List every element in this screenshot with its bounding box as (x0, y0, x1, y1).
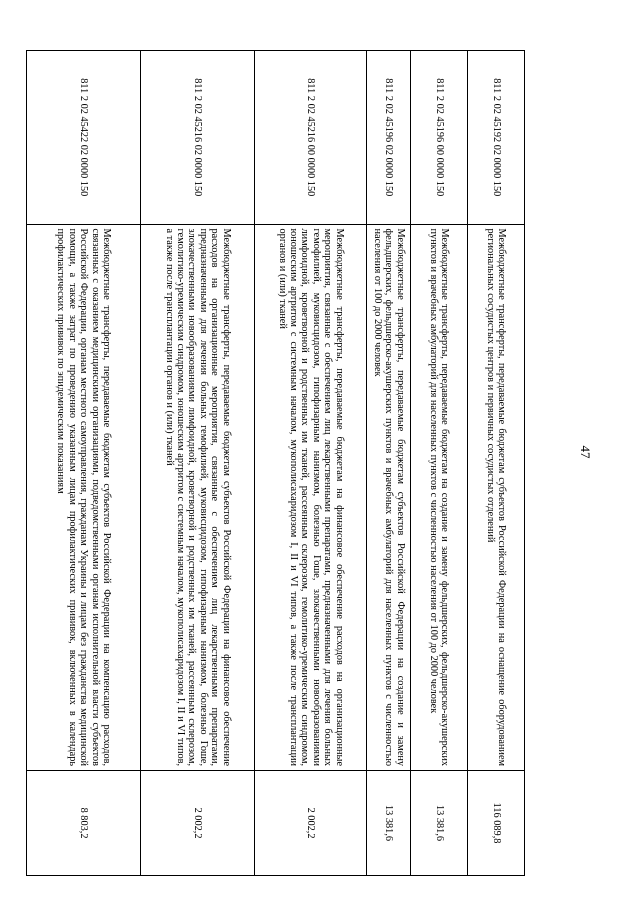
budget-amount: 116 089,8 (468, 771, 525, 876)
budget-amount: 2 002,2 (255, 771, 367, 876)
budget-amount: 13 381,6 (411, 771, 468, 876)
page-number: 47 (578, 445, 593, 459)
table-row (468, 51, 525, 876)
budget-description: Межбюджетные трансферты, передаваемые бюджетам на создание и замену фельдшерских, фельдшерско-акушерских пунктов и врачебных амбулаторий для населенных пунктов с численностью населения от 100 до 2000 человек (411, 224, 468, 771)
table-row (411, 51, 468, 876)
budget-table (26, 50, 525, 876)
table-row (27, 51, 141, 876)
budget-amount: 8 803,2 (27, 771, 141, 876)
budget-code: 811 2 02 45196 02 0000 150 (367, 51, 411, 225)
budget-amount: 2 002,2 (141, 771, 255, 876)
budget-description: Межбюджетные трансферты, передаваемые бюджетам на финансовое обеспечение расходов на организационные мероприятия, связанные с обеспечением лиц лекарственными препаратами, предназначенными для лечения больных гемофилией, муковисцидозом, гипофизарным нанизмом, болезнью Гоше, злокачественными новообразованиями лимфоидной, кроветворной и родственных им тканей, рассеянным склерозом, гемолитико-уремическим синдромом, юношеским артритом с системным началом, мукополисахаридозом I, II и VI типов, а также после трансплантации органов и (или) тканей (255, 224, 367, 771)
budget-description: Межбюджетные трансферты, передаваемые бюджетам субъектов Российской Федерации на компенсацию расходов, связанных с оказанием медицинскими организациями, подведомственными органам исполнительной власти субъектов Российской Федерации, органам местного самоуправления, гражданам Украины и лицам без гражданства медицинской помощи, а также затрат по проведению указанным лицам профилактических прививок, включенных в календарь профилактических прививок по эпидемическим показаниям (27, 224, 141, 771)
table-row (141, 51, 255, 876)
budget-description: Межбюджетные трансферты, передаваемые бюджетам субъектов Российской Федерации на создание и замену фельдшерских, фельдшерско-акушерских пунктов и врачебных амбулаторий для населенных пунктов с численностью населения от 100 до 2000 человек (367, 224, 411, 771)
budget-description: Межбюджетные трансферты, передаваемые бюджетам субъектов Российской Федерации на финансовое обеспечение расходов на организационные мероприятия, связанные с обеспечением лиц лекарственными препаратами, предназначенными для лечения больных гемофилией, муковисцидозом, гипофизарным нанизмом, болезнью Гоше, злокачественными новообразованиями лимфоидной, кроветворной и родственных им тканей, рассеянным склерозом, гемолитико-уремическим синдромом, юношеским артритом с системным началом, мукополисахаридозом I, II и VI типов, а также после трансплантации органов и (или) тканей (141, 224, 255, 771)
table-row (367, 51, 411, 876)
budget-code: 811 2 02 45216 00 0000 150 (255, 51, 367, 225)
budget-amount: 13 381,6 (367, 771, 411, 876)
table-row (255, 51, 367, 876)
budget-description: Межбюджетные трансферты, передаваемые бюджетам субъектов Российской Федерации на оснащение оборудованием региональных сосудистых центров и первичных сосудистых отделений (468, 224, 525, 771)
budget-code: 811 2 02 45216 02 0000 150 (141, 51, 255, 225)
budget-code: 811 2 02 45196 00 0000 150 (411, 51, 468, 225)
budget-code: 811 2 02 45422 02 0000 150 (27, 51, 141, 225)
budget-code: 811 2 02 45192 02 0000 150 (468, 51, 525, 225)
